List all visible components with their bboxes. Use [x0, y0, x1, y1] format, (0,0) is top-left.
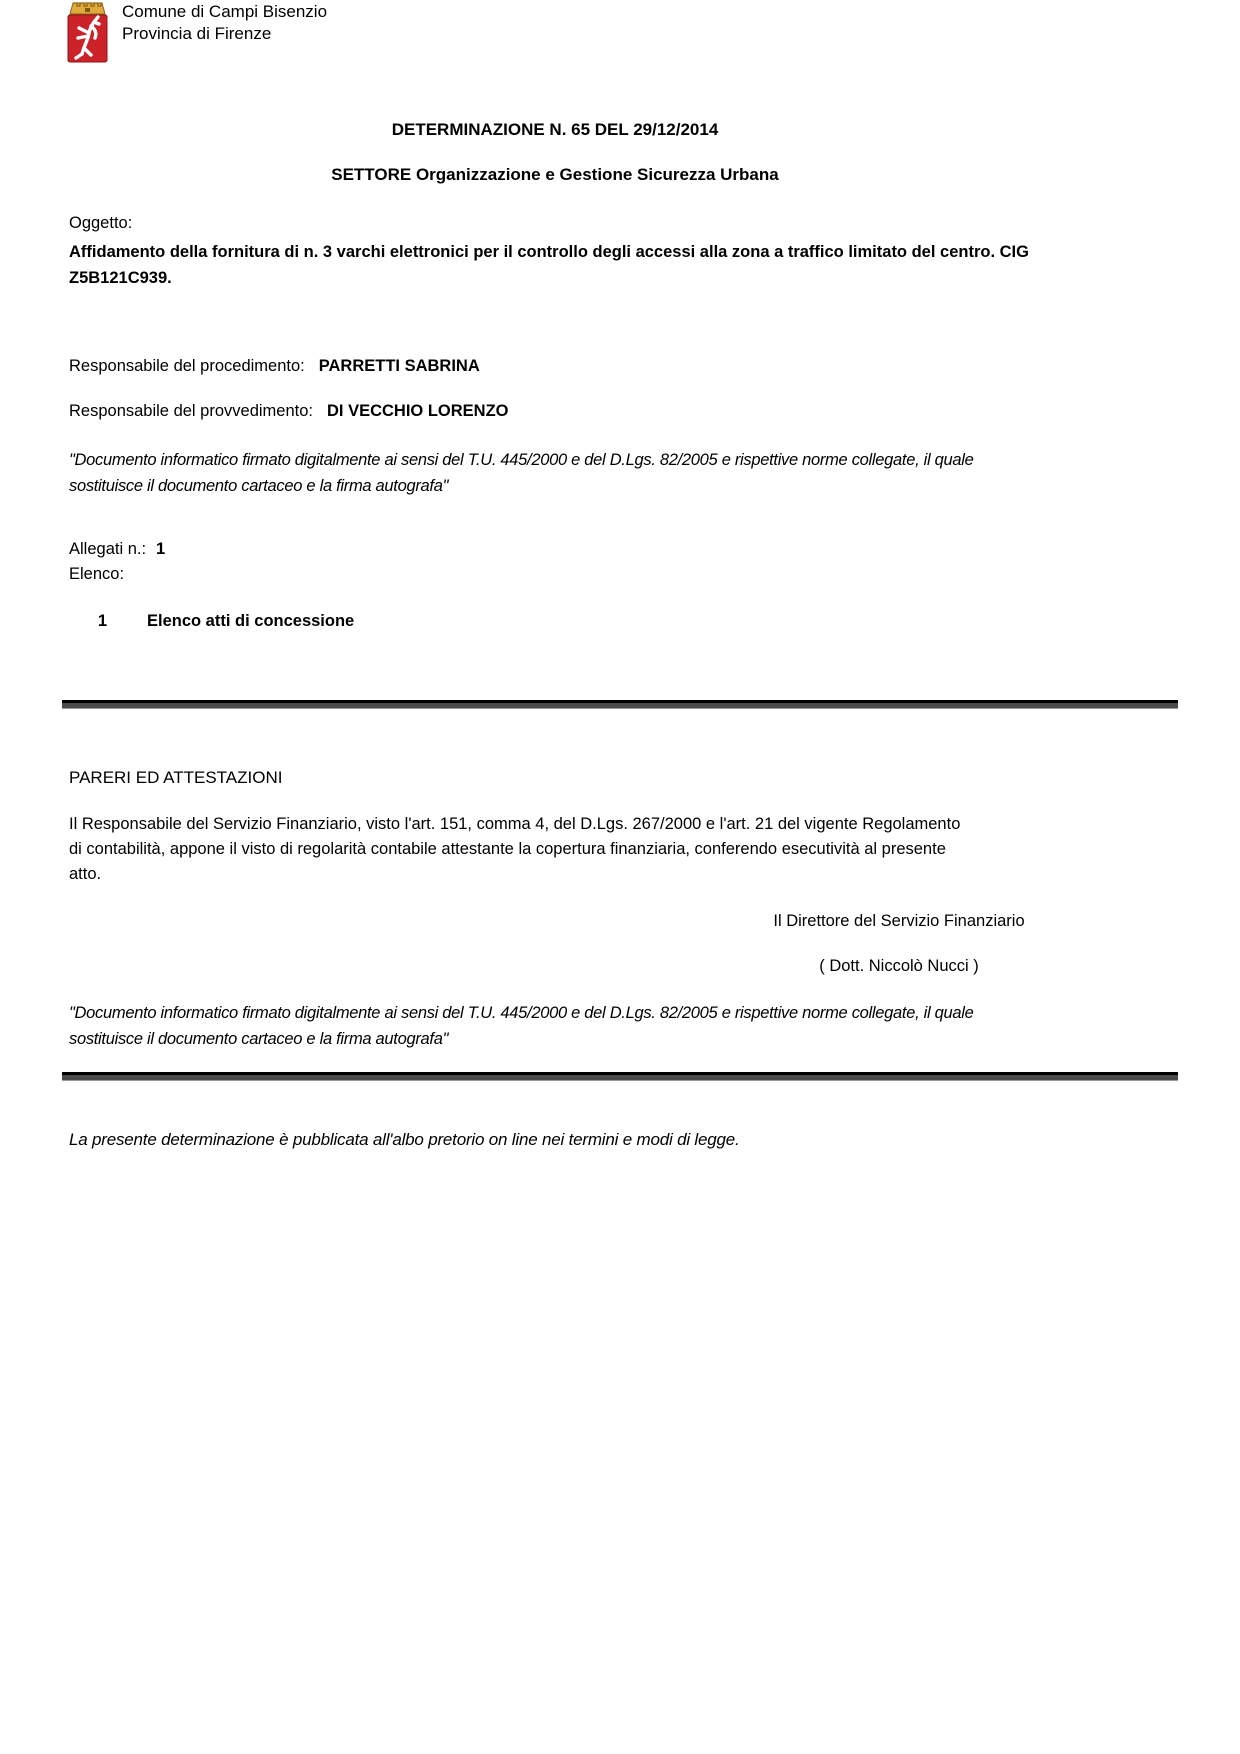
- digital-signature-note-1: "Documento informatico firmato digitalmente ai sensi del T.U. 445/2000 e del D.Lgs. 82/2005 e rispettive norme collegate, il quale sostituisce il documento cartaceo e la firma autografa": [69, 451, 974, 495]
- attachments-count-label: Allegati n.:: [69, 540, 147, 558]
- attachments-list-label: Elenco:: [69, 565, 125, 583]
- responsible-procedure-row: [69, 357, 480, 376]
- digital-signature-note-2: "Documento informatico firmato digitalmente ai sensi del T.U. 445/2000 e del D.Lgs. 82/2005 e rispettive norme collegate, il quale sostituisce il documento cartaceo e la firma autografa": [69, 1004, 974, 1048]
- subject-label: Oggetto:: [69, 214, 133, 232]
- responsible-provision-name: DI VECCHIO LORENZO: [326, 402, 509, 420]
- signature-title: Il Direttore del Servizio Finanziario: [773, 912, 1025, 930]
- sector-title: SETTORE Organizzazione e Gestione Sicurezza Urbana: [331, 165, 779, 184]
- responsible-procedure-name: PARRETTI SABRINA: [318, 357, 480, 375]
- org-name: Comune di Campi Bisenzio: [122, 2, 328, 21]
- opinions-body: Il Responsabile del Servizio Finanziario, visto l'art. 151, comma 4, del D.Lgs. 267/2000 e l'art. 21 del vigente Regolamento di contabilità, appone il visto di regolarità contabile attestante la copertura finanziaria, conferendo esecutività al presente atto.: [69, 815, 961, 883]
- publication-note: La presente determinazione è pubblicata all'albo pretorio on line nei termini e modi di legge.: [69, 1130, 740, 1149]
- attachment-item-number: 1: [97, 612, 107, 630]
- crown-icon: [70, 3, 105, 14]
- attachments-count-row: [69, 540, 165, 559]
- attachments-count-value: 1: [156, 540, 166, 558]
- document-title: DETERMINAZIONE N. 65 DEL 29/12/2014: [391, 120, 719, 139]
- coat-of-arms-icon: [64, 2, 111, 63]
- separator-bar-top: [62, 700, 1178, 709]
- attachment-item-title: Elenco atti di concessione: [147, 612, 355, 630]
- attachment-item: [62, 612, 354, 631]
- separator-bar-bottom: [62, 1072, 1178, 1081]
- responsible-provision-row: [69, 402, 509, 421]
- opinions-heading: PARERI ED ATTESTAZIONI: [69, 768, 283, 787]
- responsible-procedure-label: Responsabile del procedimento:: [69, 357, 305, 375]
- org-subtitle: Provincia di Firenze: [122, 24, 272, 43]
- responsible-provision-label: Responsabile del provvedimento:: [69, 402, 313, 420]
- subject-text: Affidamento della fornitura di n. 3 varchi elettronici per il controllo degli accessi alla zona a traffico limitato del centro. CIG Z5B121C939.: [69, 243, 1029, 287]
- signature-name: ( Dott. Niccolò Nucci ): [819, 957, 979, 975]
